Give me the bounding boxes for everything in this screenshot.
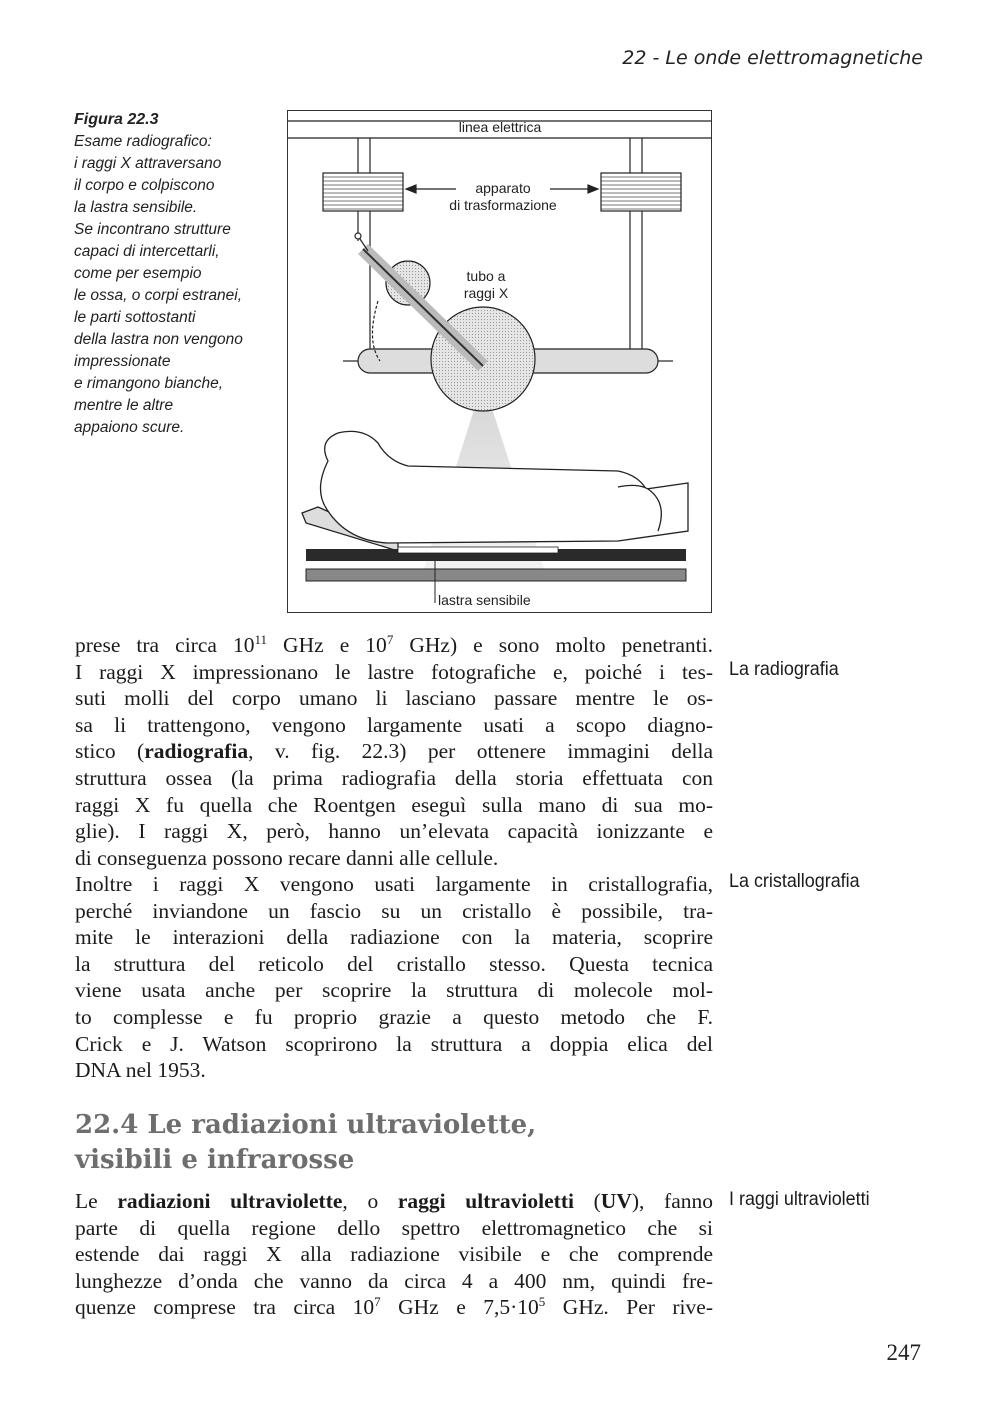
label-trasformazione: di trasformazione — [449, 197, 557, 213]
caption-line: appaiono scure. — [74, 419, 185, 436]
text-line: quenze comprese tra circa $10^7$ GHz e $7,5\cdot 10^5$ GHz. Per rive- — [75, 1294, 713, 1320]
margin-note-ultravioletti: I raggi ultravioletti — [729, 1188, 870, 1210]
margin-note-radiografia: La radiografia — [729, 658, 839, 680]
text-line: to complesse e fu proprio grazie a questo metodo che F. — [75, 1004, 713, 1029]
caption-line: le parti sottostanti — [74, 309, 196, 326]
text-line: I raggi X impressionano le lastre fotografiche e, poiché i tes- — [75, 659, 713, 684]
text-line: prese tra circa $10^{11}$ GHz e $10^7$ GHz) e sono molto penetranti. — [75, 632, 714, 657]
caption-line: e rimangono bianche, — [74, 375, 224, 392]
label-apparato: apparato — [475, 180, 531, 196]
caption-line: le ossa, o corpi estranei, — [74, 287, 243, 304]
label-linea-elettrica: linea elettrica — [458, 119, 542, 135]
label-raggi-x: raggi X — [463, 285, 509, 301]
paragraph-ultravioletti — [75, 1188, 713, 1321]
caption-line: mentre le altre — [74, 397, 174, 414]
text-line: Inoltre i raggi X vengono usati largamente in cristallografia, — [75, 872, 713, 896]
section-heading — [75, 1108, 536, 1178]
text-line: mite le interazioni della radiazione con la materia, scoprire — [75, 925, 713, 950]
section-heading-line: visibili e infrarosse — [75, 1145, 355, 1175]
caption-line: come per esempio — [74, 265, 202, 282]
text-line: DNA nel 1953. — [75, 1058, 206, 1083]
paragraph-radiografia — [75, 632, 713, 871]
caption-line: della lastra non vengono — [74, 331, 243, 348]
text-line: viene usata anche per scoprire la struttura di molecole mol- — [75, 978, 713, 1003]
xray-illustration — [287, 110, 712, 613]
text-line: estende dai raggi X alla radiazione visibile e che comprende — [75, 1242, 713, 1267]
text-line: suti molli del corpo umano li lasciano passare mentre le os- — [75, 686, 713, 711]
text-line: raggi X fu quella che Roentgen eseguì sulla mano di sua mo- — [75, 792, 713, 817]
arrow-right — [550, 185, 598, 193]
transformer-right — [601, 173, 681, 361]
caption-line: il corpo e colpiscono — [74, 177, 215, 194]
text-line: Le radiazioni ultraviolette, o raggi ultravioletti (UV), fanno — [75, 1189, 714, 1213]
figure-caption — [74, 109, 274, 439]
caption-line: impressionate — [74, 353, 171, 370]
text-line: Crick e J. Watson scoprirono la struttura a doppia elica del — [75, 1031, 713, 1056]
text-line: la struttura del reticolo del cristallo stesso. Questa tecnica — [75, 951, 713, 976]
running-head: 22 - Le onde elettromagnetiche — [622, 47, 923, 69]
text-line: di conseguenza possono recare danni alle cellule. — [75, 845, 499, 870]
label-lastra: lastra sensibile — [438, 592, 531, 608]
label-tubo: tubo a — [466, 268, 506, 284]
caption-line: i raggi X attraversano — [74, 155, 222, 172]
text-line: perché inviandone un fascio su un cristallo è possibile, tra- — [75, 898, 713, 923]
margin-note-cristallografia: La cristallografia — [729, 870, 860, 892]
caption-line: la lastra sensibile. — [74, 199, 198, 216]
text-line: lunghezze d’onda che vanno da circa 4 a 400 nm, quindi fre- — [75, 1268, 713, 1293]
caption-line: Se incontrano strutture — [74, 221, 231, 238]
caption-line: Esame radiografico: — [74, 133, 212, 150]
text-line: glie). I raggi X, però, hanno un’elevata capacità ionizzante e — [75, 819, 713, 844]
text-line: struttura ossea (la prima radiografia della storia effettuata con — [75, 765, 713, 790]
arrow-left — [406, 185, 456, 193]
text-line: sa li trattengono, vengono largamente usati a scopo diagno- — [75, 712, 713, 737]
text-line: parte di quella regione dello spettro elettromagnetico che si — [75, 1215, 713, 1240]
section-heading-line: 22.4 Le radiazioni ultraviolette, — [75, 1110, 537, 1140]
figure-label: Figura 22.3 — [74, 111, 159, 128]
page-number: 247 — [886, 1340, 921, 1365]
paragraph-cristallografia — [75, 871, 713, 1084]
text-line: stico (radiografia, v. fig. 22.3) per ottenere immagini della — [75, 739, 713, 764]
caption-line: capaci di intercettarli, — [74, 243, 220, 260]
